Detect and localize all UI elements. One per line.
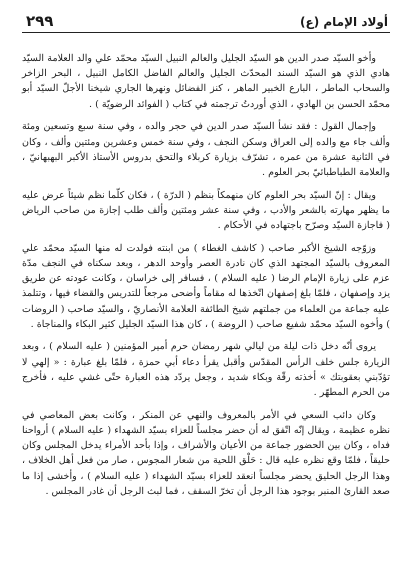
page-header: [22, 6, 390, 33]
paragraph: وأخو السيّد صدر الدين هو السيّد الجليل والعالم النبيل السيّد محمّد علي والد العلامة السيّد هادي الذي هو السيّد السند المحدّث الجليل والعالم الفاضل الكامل النبيل ، البحر الزاخر والسحاب الماطر ، البارع الخبير الماهر ، كنز الفضائل ونهرها الجاري شيخنا الأجلّ السيّد أبو محمّد الحسن بن الهادي ، الذي أوردتُ ترجمته في كتاب ( الفوائد الرضويّة ) .: [22, 53, 390, 110]
book-page: [0, 6, 416, 586]
running-title: أولاد الإمام (ع): [300, 15, 388, 29]
page-body: [22, 51, 390, 499]
paragraph: وزوّجه الشيخ الأكبر صاحب ( كاشف الغطاء ) من ابنته فولدت له منها السيّد محمّد علي المعروف بالسيّد المجتهد الذي كان نادرة العصر وأوحد الدهر ، وبعد سكناه في النجف مدّة عزم على زيارة الإمام الرضا ( عليه السلام ) ، فسافر إلى خراسان ، وكانت عودته عن طريق يزد وإصفهان ، فلمّا بلغ إصفهان اتّخذها له مقاماً وأضحى مرجعاً للتدريس والقضاء فيها ، وتتلمذ عليه جماعة من العلماء من جملتهم شيخ الطائفة العلامة الأنصاريّ ، والسيّد صاحب ( الروضات ) وأخوه السيّد محمّد شفيع صاحب ( الروضة ) ، كان هذا السيّد الجليل كثير البكاء والمناجاة .: [22, 242, 390, 330]
paragraph: وكان دائب السعي في الأمر بالمعروف والنهي عن المنكر ، وكانت بعض المعاصي في نظره عظيمة ، ويقال إنّه اتّفق له أن حضر مجلساً للعزاء بسيّد الشهداء ( عليه السلام ) أرواحنا فداه ، وكان بين الحضور جماعة من الأعيان والأشراف ، وإذا بأحد الأمراء يدخل المجلس وكان حليقاً ، فلمّا وقع نظره عليه قال : حَلْق اللحية من شعار المجوس ، صار من فعل أهل الخلاف ، وهذا الرجل الحليق يحضر مجلساً انعقد للعزاء بسيّد الشهداء ( عليه السلام ) ، وأخشى إذا ما صعد القارئ المنبر بوجود هذا الرجل أن تخرّ السقف ، فما لبث الرجل أن غادر المجلس .: [22, 409, 390, 497]
paragraph: يروى أنّه دخل ذات ليلة من ليالي شهر رمضان حرم أمير المؤمنين ( عليه السلام ) ، وبعد الزيارة جلس خلف الرأس المقدّس وأقبل يقرأ دعاء أبي حمزة ، فلمّا بلغ عبارة : « إلهي لا تؤدّبني بعقوبتك » أخذته رقّة وبكاء شديد ، وجعل يردّد هذه العبارة حتّى غشي عليه ، فأخرج من الحرم المطهّر .: [22, 341, 390, 399]
page-number: ٢٩٩: [26, 12, 54, 30]
paragraph: وإجمال القول : فقد نشأ السيّد صدر الدين في حجر والده ، وفي سنة سبع وتسعين ومئة وألف جاء مع والده إلى العراق وسكن النجف ، وفي سنة خمس وعشرين ومئتين وألف ، وكان في الثانية عشرة من عمره ، تشرّف بزيارة كربلاء والتحق بدروس الأستاذ الأكبر البهبهانيّ ، والعلامة الطباطبائيّ بحر العلوم .: [22, 121, 390, 178]
paragraph: ويقال : إنّ السيّد بحر العلوم كان منهمكاً بنظم ( الدرّة ) ، فكان كلّما نظم شيئاً عرض عليه ما يظهر مهارته بالشعر والأدب ، وفي سنة عشر ومئتين وألف طلب إجازة من صاحب الرياض ( فاجازة السيّد وصرّح باجتهاده في الأحكام .: [22, 189, 390, 232]
